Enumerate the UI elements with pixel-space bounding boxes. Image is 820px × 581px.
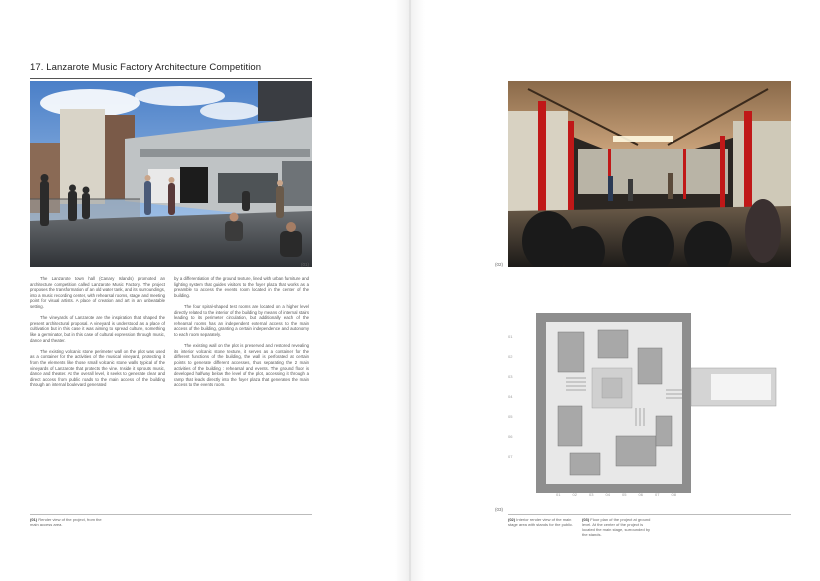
figure-number-03: (03) [495,507,504,512]
plan-col-label: 02 [572,492,577,497]
left-page [0,0,409,581]
plan-col-label: 03 [589,492,594,497]
figure-number-02: (02) [495,262,504,267]
caption-text: Floor plan of the project at ground level. At the center of the project is located the main stage, surrounded by the stands. [582,517,651,537]
floor-plan-image [506,308,791,500]
plan-row-label: 06 [508,434,513,439]
plan-col-label: 01 [556,492,561,497]
title-rule [30,78,312,79]
plan-col-label: 06 [638,492,643,497]
exterior-render-image [30,81,312,267]
caption-number: (01) [30,517,38,522]
caption-text: Interior render view of the main stage area with stands for the public. [508,517,574,527]
plan-col-label: 08 [671,492,676,497]
paragraph: The existing wall on the plot is preserved and restored revealing its interior volcanic stone texture, it serves as a container for the different functions of the building, the wall is perforated at certain points to generate different accesses, thus separating the 2 main activities of the building : rehearsal and events. The ground floor is developed halfway below the level of the plot, accessing it through a ramp that leads directly into the foyer plaza that generates the main access to the events room. [174,343,309,388]
plan-col-label: 04 [605,492,610,497]
book-gutter-shadow [395,0,425,581]
paragraph: The Lanzarote town hall (Canary Islands) promoted an architecture competition called Lanzarote Music Factory. The project proposes the transformation of an old water tank, and its surroundings, into a music recording center, with rehearsal rooms, stage and meeting point for visual artists. A place of creation and art in an unbeatable setting. [30,276,165,309]
plan-row-label: 02 [508,354,513,359]
plan-row-label: 07 [508,454,513,459]
caption-number: (03) [582,517,590,522]
plan-col-label: 07 [655,492,660,497]
caption-number: (02) [508,517,516,522]
caption-rule-right [508,514,791,515]
paragraph: by a differentiation of the ground texture, lined with urban furniture and lighting system that guides visitors to the foyer plaza that works as a preamble to access the events room located in the center of the building. [174,276,309,298]
interior-render-image [508,81,791,267]
plan-row-label: 03 [508,374,513,379]
plan-row-label: 01 [508,334,513,339]
caption-01 [30,517,110,527]
caption-rule [30,514,312,515]
caption-03 [582,517,652,537]
caption-02 [508,517,578,527]
body-column-2 [174,276,309,393]
plan-row-label: 04 [508,394,513,399]
paragraph: The vineyards of Lanzarote are the inspiration that shaped the present architectural proposal. A vineyard is understood as a place of cultivation but in this case it was aiming to spread culture, something like a germinator, but in this case of cultural expression through music, dance and theater. [30,315,165,343]
plan-column-labels [556,492,676,497]
paragraph: The four spiral-shaped test rooms are located on a higher level directly related to the interior of the building by means of internal stairs leading to its perimeter circulation, but additionally each of the rehearsal rooms has an independent external access to the main access of the building, granting a certain independence and autonomy to each room separately. [174,303,309,337]
caption-text: Render view of the project, from the main access area. [30,517,102,527]
page-title: 17. Lanzarote Music Factory Architecture Competition [30,62,262,73]
plan-col-label: 05 [622,492,627,497]
body-column-1 [30,276,165,393]
figure-number-01: (01) [301,262,310,267]
paragraph: The existing volcanic stone perimeter wall on the plot was used as a container for the activities of the musical vineyard, protecting it from the elements like those small volcanic stone walls typical of the vineyards of Lanzarote that protects the vine. Inside it sprouts music, dance and theater. At the overall level, it seeks to generate clear and direct access from public roads to the main access of the building through an internal boulevard generated [30,348,165,388]
plan-row-label: 05 [508,414,513,419]
